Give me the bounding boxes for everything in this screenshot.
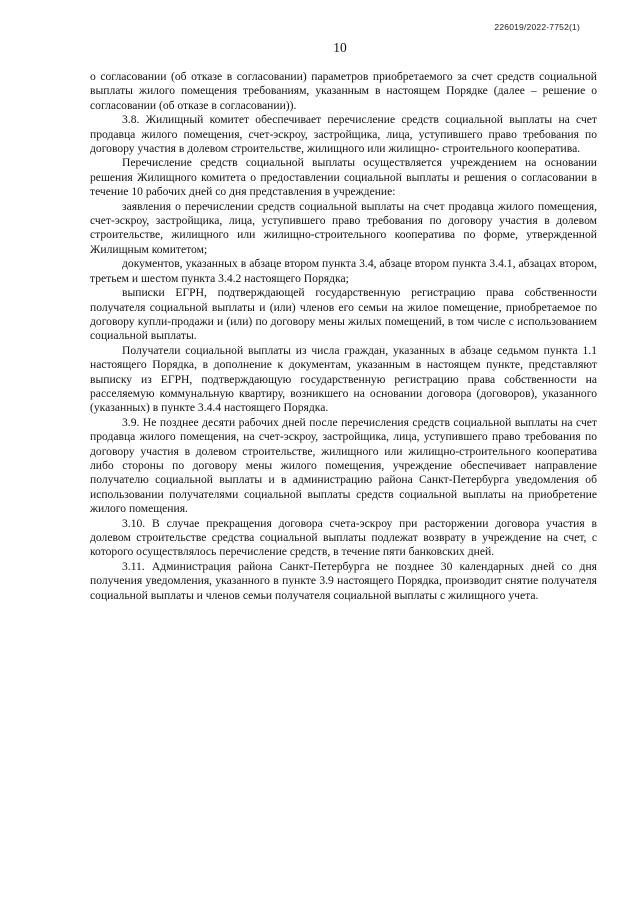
document-body xyxy=(90,70,597,603)
paragraph-3-11: 3.11. Администрация района Санкт-Петербурга не позднее 30 календарных дней со дня получения уведомления, указанного в пункте 3.9 настоящего Порядка, производит снятие получателя социальной выплаты и членов семьи получателя социальной выплаты с жилищного учета. xyxy=(90,559,597,602)
paragraph-egrn-extract-item: выписки ЕГРН, подтверждающей государственную регистрацию права собственности получателя социальной выплаты и (или) членов его семьи на жилое помещение, приобретаемое по договору купли-продажи и (или) по договору мены жилых помещений, в том числе с использованием социальной выплаты. xyxy=(90,286,597,343)
paragraph-documents-item: документов, указанных в абзаце втором пункта 3.4, абзаце втором пункта 3.4.1, абзацах втором, третьем и шестом пункта 3.4.2 настоящего Порядка; xyxy=(90,257,597,285)
paragraph-3-9: 3.9. Не позднее десяти рабочих дней после перечисления средств социальной выплаты на счет продавца жилого помещения, на счет-эскроу, застройщика, лица, уступившего право требования по договору участия в долевом строительстве, жилищного или жилищно-строительного кооператива либо стороны по договору мены жилого помещения, учреждение обеспечивает направление получателю социальной выплаты и в администрацию района Санкт-Петербурга уведомления об использовании получателями социальной выплаты средств социальной выплаты на приобретение жилого помещения. xyxy=(90,415,597,516)
page-number: 10 xyxy=(333,40,347,55)
paragraph-transfer-conditions: Перечисление средств социальной выплаты осуществляется учреждением на основании решения Жилищного комитета о предоставлении социальной выплаты и решения о согласовании в течение 10 рабочих дней со дня представления в учреждение: xyxy=(90,156,597,199)
paragraph-3-8: 3.8. Жилищный комитет обеспечивает перечисление средств социальной выплаты на счет продавца жилого помещения, счет-эскроу, застройщика, лица, уступившего право требования по договору участия в долевом строительстве, жилищного или жилищно- строительного кооператива. xyxy=(90,113,597,156)
document-id: 226019/2022-7752(1) xyxy=(494,22,580,32)
paragraph-3-10: 3.10. В случае прекращения договора счета-эскроу при расторжении договора участия в долевом строительстве средства социальной выплаты подлежат возврату в учреждение на счет, с которого осуществлялось перечисление средств, в течение пяти банковских дней. xyxy=(90,516,597,559)
paragraph-application-item: заявления о перечислении средств социальной выплаты на счет продавца жилого помещения, счет-эскроу, застройщика, лица, уступившего право требования по договору участия в долевом строительстве, жилищного или жилищно-строительного кооператива по форме, утвержденной Жилищным комитетом; xyxy=(90,199,597,256)
paragraph-continuation: о согласовании (об отказе в согласовании) параметров приобретаемого за счет средств социальной выплаты жилого помещения требованиям, указанным в настоящем Порядке (далее – решение о согласовании (об отказе в согласовании)). xyxy=(90,70,597,112)
paragraph-recipients-addition: Получатели социальной выплаты из числа граждан, указанных в абзаце седьмом пункта 1.1 настоящего Порядка, в дополнение к документам, указанным в настоящем пункте, представляют выписку из ЕГРН, подтверждающую государственную регистрацию права собственности на расселяемую коммунальную квартиру, возникшего на основании договора (договоров), указанного (указанных) в пункте 3.4.4 настоящего Порядка. xyxy=(90,343,597,415)
